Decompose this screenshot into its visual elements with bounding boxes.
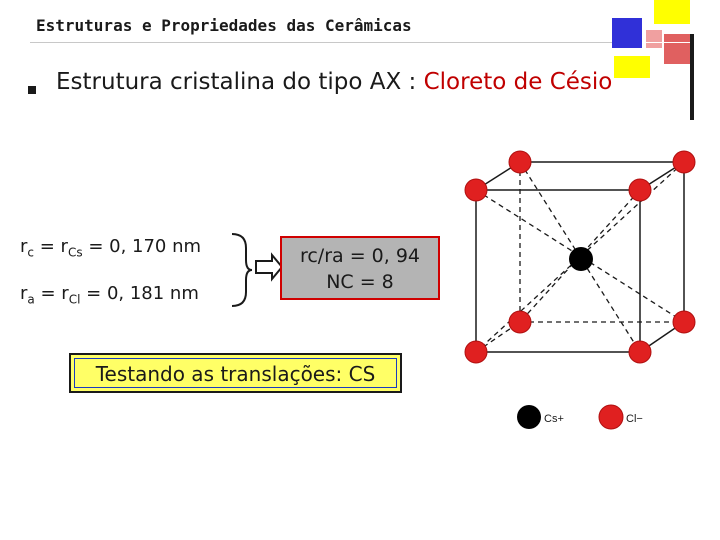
pink-square-small	[646, 30, 662, 48]
formula2-lhs-sub: a	[27, 292, 35, 307]
yellow-square-top	[654, 0, 690, 24]
corner-atom	[465, 341, 487, 363]
formula2-mid-sub: Cl	[68, 292, 81, 307]
cesium-chloride-crystal-diagram	[450, 140, 710, 440]
formula-anion-radius	[20, 283, 199, 307]
result-box	[280, 236, 440, 300]
right-brace	[232, 234, 252, 306]
corner-atom	[673, 151, 695, 173]
legend-anion-label: Cl−	[626, 413, 643, 425]
formula1-mid-sub: Cs	[67, 245, 83, 260]
formula1-mid: = r	[34, 236, 68, 257]
header-divider	[30, 42, 680, 43]
translation-test-box	[69, 353, 402, 393]
coordination-number-text: NC = 8	[326, 271, 394, 293]
corner-atom	[673, 311, 695, 333]
formula2-mid: = r	[34, 283, 69, 304]
formula-cation-radius	[20, 236, 201, 260]
main-text-prefix: Estrutura cristalina do tipo AX :	[56, 69, 424, 95]
corner-atom	[629, 179, 651, 201]
cesium-ion-center	[569, 247, 593, 271]
white-line	[642, 42, 690, 43]
vertical-bar	[690, 34, 694, 120]
legend-cation-marker	[517, 405, 541, 429]
slide-header-title: Estruturas e Propriedades das Cerâmicas	[36, 16, 412, 35]
bullet-square	[28, 86, 36, 94]
formula2-lhs: r	[20, 283, 28, 304]
formula2-rhs: = 0, 181 nm	[80, 283, 199, 304]
corner-atom	[509, 311, 531, 333]
right-arrow-icon	[256, 255, 282, 279]
red-square	[664, 34, 692, 64]
main-text-highlight: Cloreto de Césio	[423, 69, 613, 95]
brace-and-arrow	[226, 230, 286, 310]
radius-ratio-text: rc/ra = 0, 94	[299, 245, 421, 267]
legend-cation-label: Cs+	[544, 413, 564, 425]
yellow-square-bottom	[614, 56, 650, 78]
translation-test-label: Testando as translações: CS	[74, 358, 397, 388]
formula1-rhs: = 0, 170 nm	[82, 236, 202, 257]
corner-atom	[465, 179, 487, 201]
main-bullet-text	[56, 69, 612, 95]
formula1-lhs-sub: c	[27, 245, 35, 260]
corner-atom	[509, 151, 531, 173]
formula1-lhs: r	[20, 236, 28, 257]
legend-anion-marker	[599, 405, 623, 429]
blue-square	[612, 18, 642, 48]
corner-atom	[629, 341, 651, 363]
